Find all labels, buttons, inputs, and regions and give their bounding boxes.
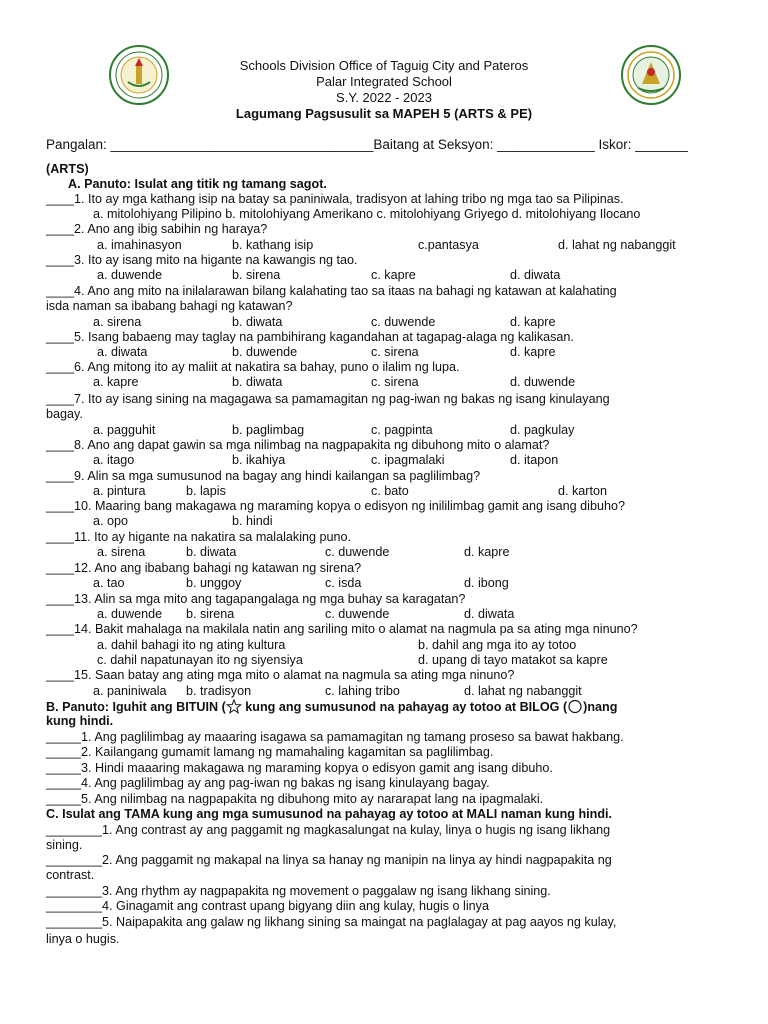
option: a. imahinasyon bbox=[97, 238, 182, 252]
part-b-item: _____4. Ang paglilimbag ay ang pag-iwan ng bakas ng isang kinulayang bagay. bbox=[46, 776, 490, 790]
option: d. karton bbox=[558, 484, 608, 498]
student-info-line: Pangalan: ___________________________________Baitang at Seksyon: _____________ Iskor: _______ bbox=[46, 137, 688, 152]
option: c. lahing tribo bbox=[325, 684, 400, 698]
option: c. sirena bbox=[371, 345, 419, 359]
question-12: ____12. Ano ang ibabang bahagi ng katawan ng sirena? bbox=[46, 561, 362, 575]
option: c. bato bbox=[371, 484, 409, 498]
option: d. duwende bbox=[510, 375, 576, 389]
option: b. diwata bbox=[232, 315, 283, 329]
office-name: Schools Division Office of Taguig City and Pateros bbox=[239, 58, 529, 73]
part-b-heading-cont: kung hindi. bbox=[46, 714, 114, 728]
option: c. duwende bbox=[325, 607, 390, 621]
part-b-heading-text: kung ang sumusunod na pahayag ay totoo at BILOG ( bbox=[241, 700, 568, 714]
part-c-item: ________2. Ang paggamit ng makapal na linya sa hanay ng manipin na linya ay hindi nagpapakita ng bbox=[46, 853, 612, 867]
circle-icon bbox=[567, 699, 583, 714]
option: d. ibong bbox=[464, 576, 509, 590]
option: c. kapre bbox=[371, 268, 416, 282]
option: a. kapre bbox=[93, 375, 139, 389]
option: b. sirena bbox=[186, 607, 235, 621]
option: a. dahil bahagi ito ng ating kultura bbox=[97, 638, 286, 652]
question-10: ____10. Maaring bang makagawa ng maraming kopya o edisyon ng inililimbag gamit ang isang dibuho? bbox=[46, 499, 625, 513]
option: c. ipagmalaki bbox=[371, 453, 445, 467]
question-11: ____11. Ito ay higante na nakatira sa malalaking puno. bbox=[46, 530, 352, 544]
option: b. tradisyon bbox=[186, 684, 252, 698]
part-b-heading-text: )nang bbox=[583, 700, 618, 714]
part-b-heading-text: B. Panuto: Iguhit ang BITUIN ( bbox=[46, 700, 226, 714]
option: a. duwende bbox=[97, 268, 163, 282]
option: d. kapre bbox=[510, 345, 556, 359]
part-b-heading bbox=[46, 699, 736, 715]
option: a. opo bbox=[93, 514, 129, 528]
option: c. isda bbox=[325, 576, 362, 590]
option: a. pintura bbox=[93, 484, 146, 498]
option: a. sirena bbox=[97, 545, 146, 559]
option: d. kapre bbox=[510, 315, 556, 329]
part-b-item: _____3. Hindi maaaring makagawa ng maraming kopya o edisyon gamit ang isang dibuho. bbox=[46, 761, 553, 775]
option: b. diwata bbox=[186, 545, 237, 559]
option: d. lahat ng nabanggit bbox=[558, 238, 676, 252]
question-5: ____5. Isang babaeng may taglay na pambihirang kagandahan at tagapag-alaga ng kalikasan. bbox=[46, 330, 574, 344]
star-icon bbox=[226, 699, 242, 714]
question-2: ____2. Ano ang ibig sabihin ng haraya? bbox=[46, 222, 268, 236]
part-c-item: ________1. Ang contrast ay ang paggamit ng magkasalungat na kulay, linya o hugis ng isang likhang bbox=[46, 823, 611, 837]
part-c-item-cont: linya o hugis. bbox=[46, 932, 120, 946]
option: c. duwende bbox=[371, 315, 436, 329]
question-14: ____14. Bakit mahalaga na makilala natin ang sariling mito o alamat na nagmula pa sa ating mga ninuno? bbox=[46, 622, 638, 636]
school-year: S.Y. 2022 - 2023 bbox=[336, 90, 432, 105]
part-b-item: _____2. Kailangang gumamit lamang ng mamahaling kagamitan sa paglilimbag. bbox=[46, 745, 494, 759]
option: c. dahil napatunayan ito ng siyensiya bbox=[97, 653, 303, 667]
question-1: ____1. Ito ay mga kathang isip na batay sa paniniwala, tradisyon at lahing tribo ng mga tao sa Pilipinas. bbox=[46, 192, 624, 206]
option: b. unggoy bbox=[186, 576, 242, 590]
question-15: ____15. Saan batay ang ating mga mito o alamat na nagmula sa ating mga ninuno? bbox=[46, 668, 515, 682]
part-c-item: ________4. Ginagamit ang contrast upang bigyang diin ang kulay, hugis o linya bbox=[46, 899, 489, 913]
option: c. duwende bbox=[325, 545, 390, 559]
option: b. paglimbag bbox=[232, 423, 305, 437]
option: d. kapre bbox=[464, 545, 510, 559]
question-1-options: a. mitolohiyang Pilipino b. mitolohiyang Amerikano c. mitolohiyang Griyego d. mitolohiyang Ilocano bbox=[93, 207, 641, 221]
question-7-cont: bagay. bbox=[46, 407, 83, 421]
school-name: Palar Integrated School bbox=[316, 74, 452, 89]
option: d. itapon bbox=[510, 453, 559, 467]
option: d. upang di tayo matakot sa kapre bbox=[418, 653, 608, 667]
question-6: ____6. Ang mitong ito ay maliit at nakatira sa bahay, puno o ilalim ng lupa. bbox=[46, 360, 460, 374]
option: d. lahat ng nabanggit bbox=[464, 684, 582, 698]
option: b. kathang isip bbox=[232, 238, 314, 252]
question-13: ____13. Alin sa mga mito ang tagapangalaga ng mga buhay sa karagatan? bbox=[46, 592, 466, 606]
question-3: ____3. Ito ay isang mito na higante na kawangis ng tao. bbox=[46, 253, 358, 267]
option: d. pagkulay bbox=[510, 423, 575, 437]
option: d. diwata bbox=[464, 607, 515, 621]
option: b. sirena bbox=[232, 268, 281, 282]
part-c-heading: C. Isulat ang TAMA kung ang mga sumusunod na pahayag ay totoo at MALI naman kung hindi. bbox=[46, 807, 613, 821]
part-b-item: _____5. Ang nilimbag na nagpapakita ng dibuhong mito ay nararapat lang na ipagmalaki. bbox=[46, 792, 544, 806]
part-c-item-cont: sining. bbox=[46, 838, 83, 852]
option: c.pantasya bbox=[418, 238, 479, 252]
option: b. lapis bbox=[186, 484, 226, 498]
exam-title: Lagumang Pagsusulit sa MAPEH 5 (ARTS & PE) bbox=[235, 106, 533, 121]
question-7: ____7. Ito ay isang sining na magagawa sa pamamagitan ng pag-iwan ng bakas ng isang kinulayang bbox=[46, 392, 610, 406]
option: b. ikahiya bbox=[232, 453, 286, 467]
option: a. sirena bbox=[93, 315, 142, 329]
option: a. itago bbox=[93, 453, 135, 467]
question-9: ____9. Alin sa mga sumusunod na bagay ang hindi kailangan sa paglilimbag? bbox=[46, 469, 481, 483]
option: c. pagpinta bbox=[371, 423, 433, 437]
document-header bbox=[0, 58, 768, 122]
question-4: ____4. Ano ang mito na inilalarawan bilang kalahating tao sa itaas na bahagi ng katawan at kalahating bbox=[46, 284, 617, 298]
option: b. diwata bbox=[232, 375, 283, 389]
part-b-item: _____1. Ang paglilimbag ay maaaring isagawa sa pamamagitan ng tamang proseso sa bawat hakbang. bbox=[46, 730, 624, 744]
option: b. duwende bbox=[232, 345, 298, 359]
option: a. diwata bbox=[97, 345, 148, 359]
option: a. tao bbox=[93, 576, 125, 590]
option: b. dahil ang mga ito ay totoo bbox=[418, 638, 577, 652]
option: a. paniniwala bbox=[93, 684, 167, 698]
option: a. duwende bbox=[97, 607, 163, 621]
part-c-item: ________3. Ang rhythm ay nagpapakita ng movement o paggalaw ng isang likhang sining. bbox=[46, 884, 551, 898]
question-4-cont: isda naman sa ibabang bahagi ng katawan? bbox=[46, 299, 293, 313]
option: b. hindi bbox=[232, 514, 273, 528]
section-arts-label: (ARTS) bbox=[46, 162, 89, 176]
option: c. sirena bbox=[371, 375, 419, 389]
option: d. diwata bbox=[510, 268, 561, 282]
part-c-item-cont: contrast. bbox=[46, 868, 95, 882]
part-a-heading: A. Panuto: Isulat ang titik ng tamang sagot. bbox=[68, 177, 327, 191]
part-c-item: ________5. Naipapakita ang galaw ng likhang sining sa maingat na paglalagay at pag aayos ng kulay, bbox=[46, 915, 617, 929]
question-8: ____8. Ano ang dapat gawin sa mga nilimbag na nagpapakita ng dibuhong mito o alamat? bbox=[46, 438, 550, 452]
option: a. pagguhit bbox=[93, 423, 156, 437]
